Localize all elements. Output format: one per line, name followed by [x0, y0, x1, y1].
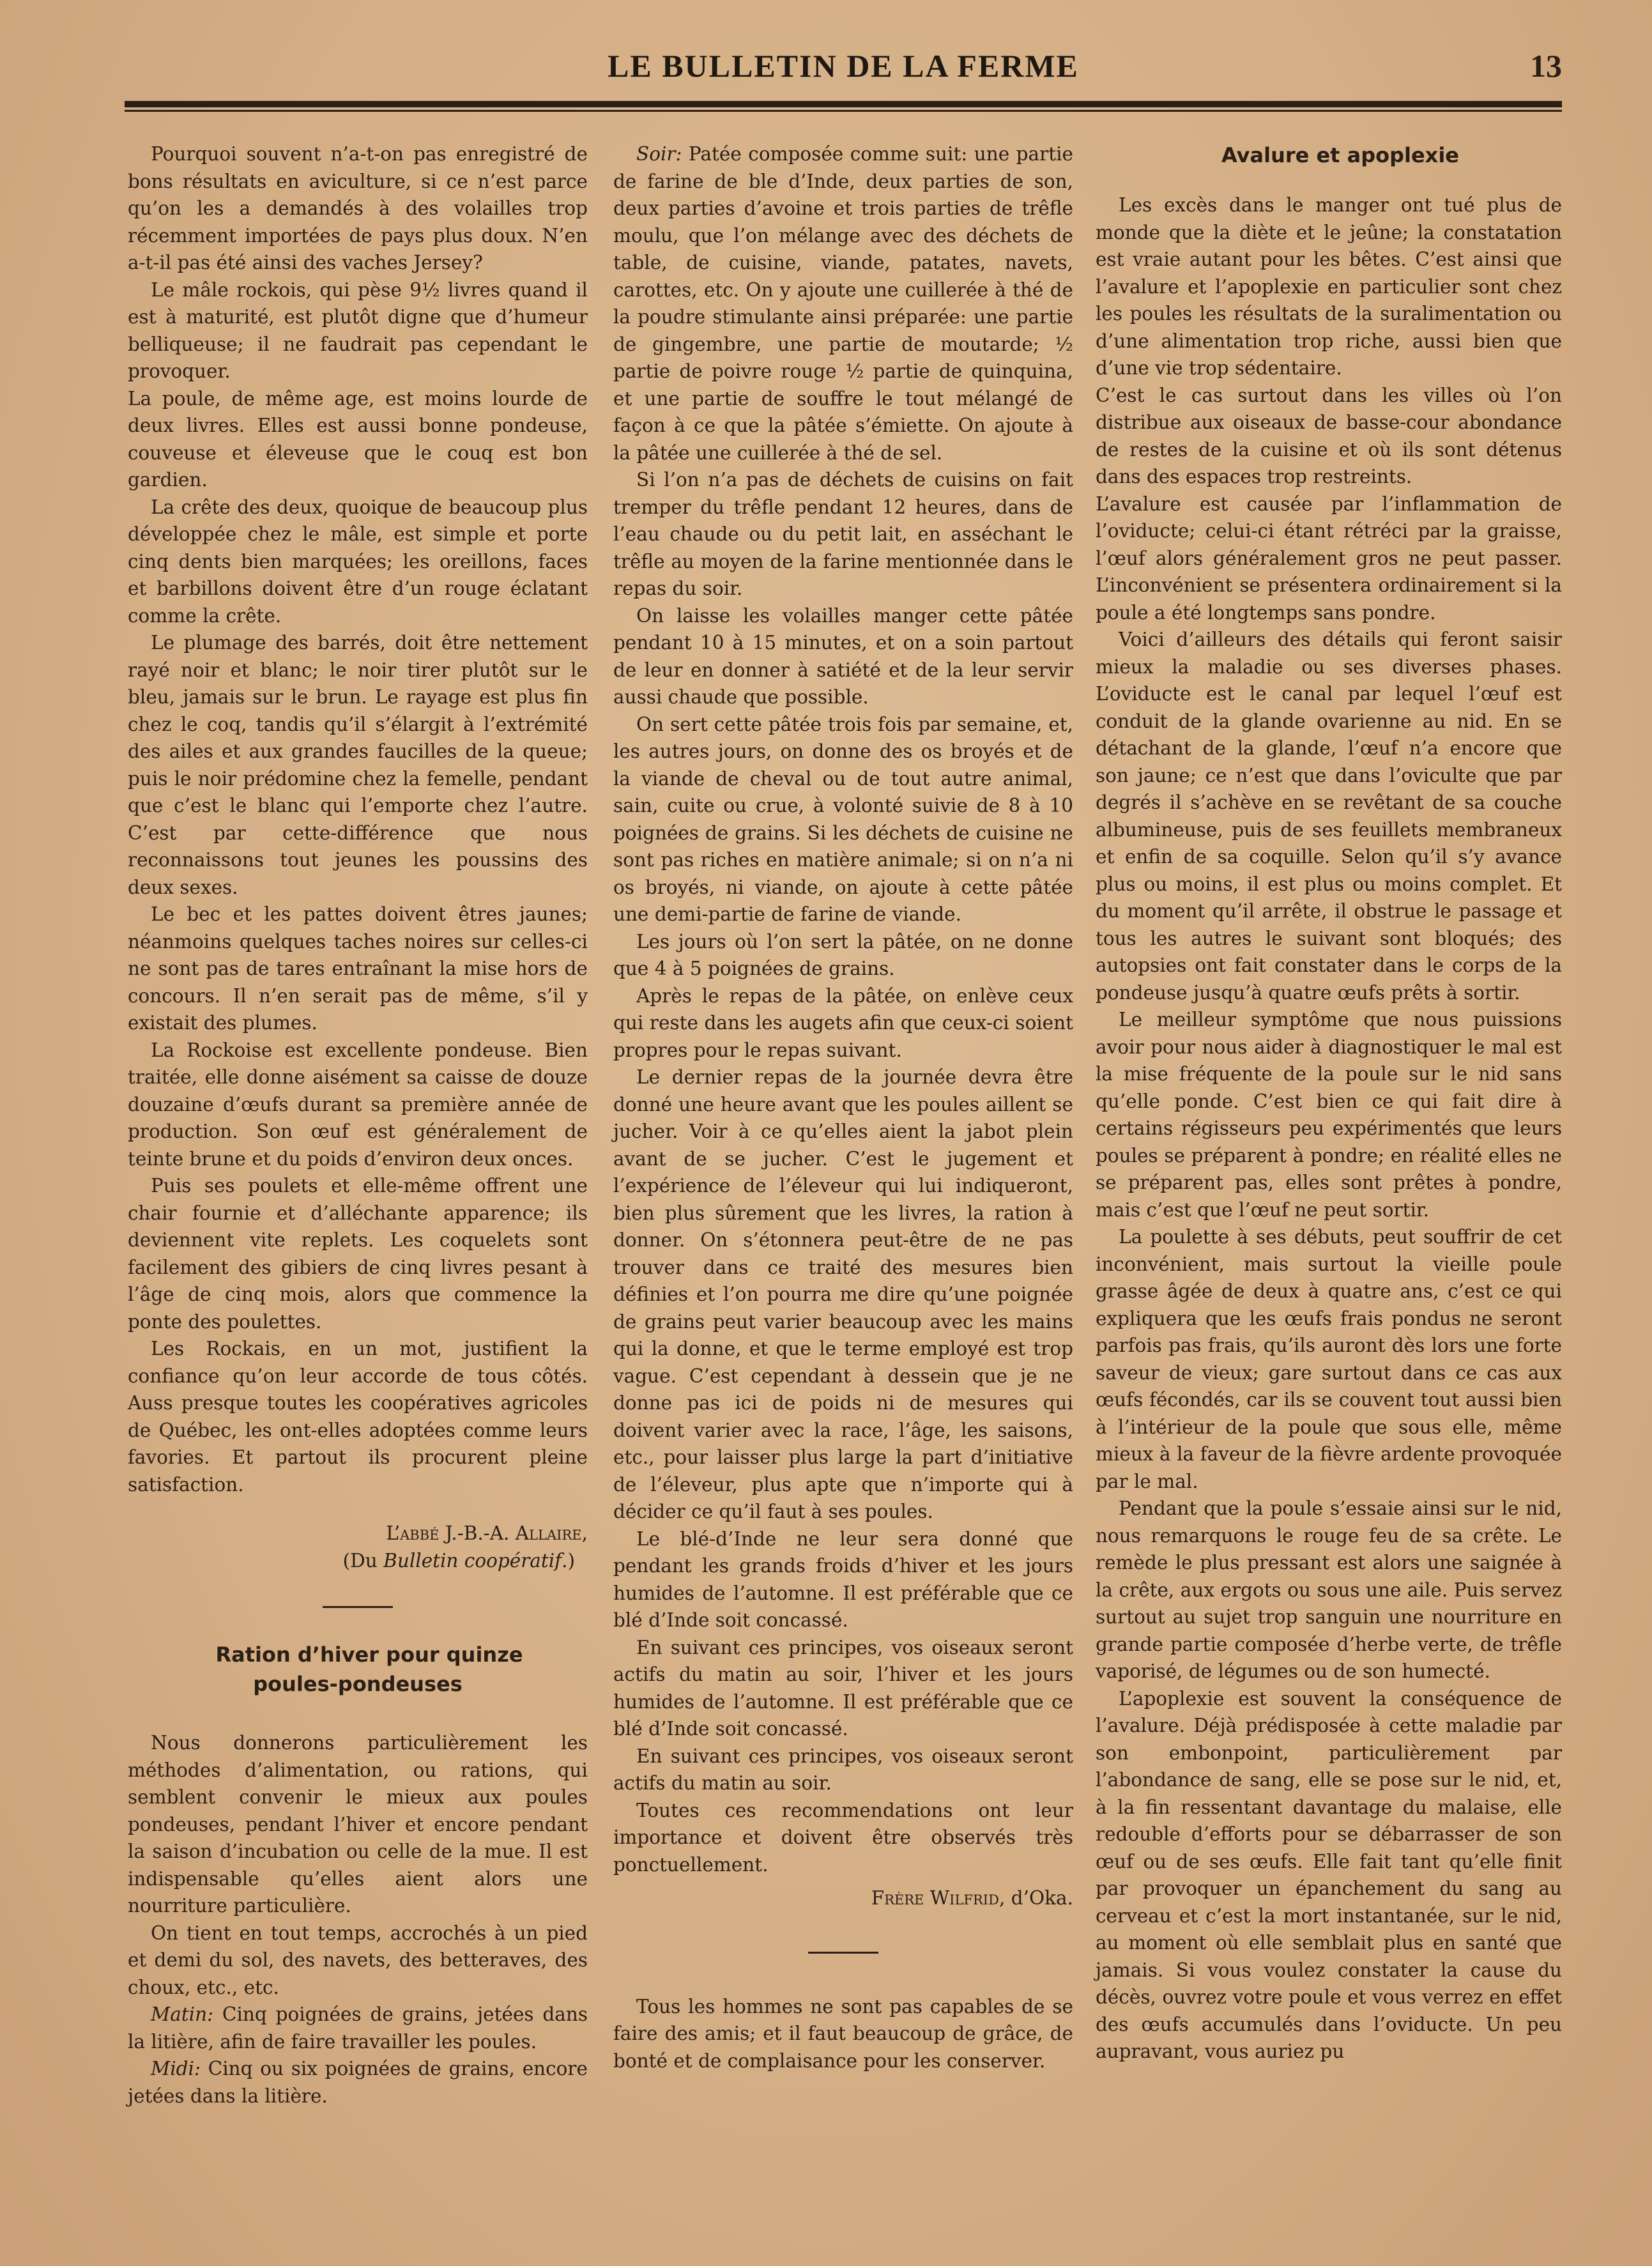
paragraph: L’apoplexie est souvent la conséquence de l’avalure. Déjà prédisposée à cette maladie par son embonpoint, particulièrement par l’abondance de sang, elle se pose sur le nid, et, à la fin ressentant davantage du malaise, elle redouble d’efforts pour se débarrasser de son œuf ou de ses œufs. Elle fait tant qu’elle finit par provoquer un épanchement du sang au cerveau et c’est la mort instantanée, sur le nid, au moment où elle semblait plus en santé que jamais. Si vous voulez constater la cause du décès, ouvrez votre poule et vous verrez en effet des œufs accumulés dans l’oviducte. Un peu aupravant, vous auriez pu: [1096, 1687, 1562, 2062]
signature-author: [613, 1885, 1073, 1912]
paragraph: En suivant ces principes, vos oiseaux seront actifs du matin au soir, l’hiver et les jours humides de l’automne. Il est préférable que ce blé d’Inde soit concassé.: [613, 1636, 1073, 1740]
midi-label: Midi:: [151, 2058, 201, 2079]
paragraph: Pendant que la poule s’essaie ainsi sur le nid, nous remarquons le rouge feu de sa crête. Le remède le plus pressant est alors une saignée à la crête, aux ergots ou sous une aile. Puis servez surtout au sujet trop sanguin une nourriture en grande partie composée d’herbe verte, de trêfle vaporisé, de légumes ou de son humecté.: [1096, 1497, 1562, 1682]
signature-source: [128, 1547, 588, 1575]
paragraph: On laisse les volailles manger cette pâtée pendant 10 à 15 minutes, et on a soin partout de leur en donner à satiété et de la leur servir aussi chaude que possible.: [613, 604, 1073, 708]
paragraph: On sert cette pâtée trois fois par semaine, et, les autres jours, on donne des os broyés et de la viande de cheval ou de tout autre animal, sain, cuite ou crue, à volonté suivie de 8 à 10 poignées de grains. Si les déchets de cuisine ne sont pas riches en matière animale; si on n’a ni os broyés, ni viande, on ajoute à cette pâtée une demi-partie de farine de viande.: [613, 713, 1073, 925]
paragraph: Pourquoi souvent n’a-t-on pas enregistré de bons résultats en aviculture, si ce n’est parce qu’on les a demandés à des volailles trop récemment importées de pays plus doux. N’en a-t-il pas été ainsi des vaches Jersey?: [128, 143, 588, 273]
paragraph: Les excès dans le manger ont tué plus de monde que la diète et le jeûne; la constatation est vraie autant pour les bêtes. C’est ainsi que l’avalure et l’apoplexie en particulier sont chez les poules les résultats de la suralimentation ou d’une alimentation trop riche, aussi bien que d’une vie trop sédentaire.: [1096, 194, 1562, 379]
paragraph: Puis ses poulets et elle-même offrent une chair fournie et d’alléchante apparence; ils deviennent vite replets. Les coquelets sont facilement des gibiers de cinq livres pesant à l’âge de cinq mois, alors que commence la ponte des poulettes.: [128, 1175, 588, 1333]
paragraph: La crête des deux, quoique de beaucoup plus développée chez le mâle, est simple et porte cinq dents bien marquées; les oreillons, faces et barbillons doivent être d’un rouge éclatant comme la crête.: [128, 496, 588, 627]
paragraph: La poule, de même age, est moins lourde de deux livres. Elles est aussi bonne pondeuse, couveuse et éleveuse que le couq est bon gardien.: [128, 387, 588, 491]
column-1: [128, 141, 588, 2109]
paragraph: Le blé-d’Inde ne leur sera donné que pendant les grands froids d’hiver et les jours humides de l’automne. Il est préférable que ce blé d’Inde soit concassé.: [613, 1527, 1073, 1631]
paragraph: C’est le cas surtout dans les villes où l’on distribue aux oiseaux de basse-cour abondance de restes de la cuisine et où ils sont détenus dans des espaces trop restreints.: [1096, 384, 1562, 487]
header-rule-thin: [125, 110, 1562, 112]
column-3: [1096, 141, 1562, 2065]
paragraph: On tient en tout temps, accrochés à un pied et demi du sol, des navets, des betteraves, des choux, etc., etc.: [128, 1922, 588, 1998]
signature-source-title: Bulletin coopératif: [383, 1549, 562, 1572]
page-header: [125, 45, 1562, 89]
header-rule-thick: [125, 101, 1562, 107]
paragraph: Le plumage des barrés, doit être nettement rayé noir et blanc; le noir tirer plutôt sur le bleu, jamais sur le brun. Le rayage est plus fin chez le coq, tandis qu’il s’élargit à l’extrémité des ailes et aux grandes faucilles de la queue; puis le noir prédomine chez la femelle, pendant que c’est le blanc qui l’emporte chez l’autre. C’est par cette-différence que nous reconnaissons tout jeunes les poussins des deux sexes.: [128, 632, 588, 898]
maxim: Tous les hommes ne sont pas capables de se faire des amis; et il faut beaucoup de grâce, de bonté et de complaisance pour les conserver.: [613, 1995, 1073, 2072]
paragraph: En suivant ces principes, vos oiseaux seront actifs du matin au soir.: [613, 1745, 1073, 1794]
soir-label: Soir:: [636, 143, 682, 165]
midi-text: Cinq ou six poignées de grains, encore jetées dans la litière.: [128, 2058, 588, 2107]
paragraph: Si l’on n’a pas de déchets de cuisins on fait tremper du trêfle pendant 12 heures, dans de l’eau chaude ou du petit lait, en asséchant le trêfle au moyen de la farine mentionnée dans le repas du soir.: [613, 469, 1073, 599]
signature-name: Frère Wilfrid: [871, 1887, 999, 1909]
newspaper-title: LE BULLETIN DE LA FERME: [608, 48, 1079, 84]
signature-author: [128, 1520, 588, 1547]
paragraph: Nous donnerons particulièrement les méthodes d’alimentation, ou rations, qui semblent convenir le mieux aux poules pondeuses, pendant l’hiver et encore pendant la saison d’incubation ou celle de la mue. Il est indispensable qu’elles aient alors une nourriture particulière.: [128, 1732, 588, 1917]
paragraph-midi: [128, 2055, 588, 2109]
signature-place: , d’Oka.: [998, 1887, 1073, 1909]
page-number: 13: [1530, 48, 1562, 84]
paragraph: La Rockoise est excellente pondeuse. Bien traitée, elle donne aisément sa caisse de douze douzaine d’œufs durant sa première année de production. Son œuf est généralement de teinte brune et du poids d’environ deux onces.: [128, 1039, 588, 1170]
article-heading: Ration d’hiver pour quinze poules-pondeuses: [215, 1642, 523, 1696]
paragraph: L’avalure est causée par l’inflammation de l’oviducte; celui-ci étant rétréci par la graisse, l’œuf alors généralement gros ne peut passer. L’inconvénient se présentera ordinairement si la poule a été longtemps sans pondre.: [1096, 493, 1562, 624]
paragraph: Les Rockais, en un mot, justifient la confiance qu’on leur accorde de tous côtés. Auss presque toutes les coopératives agricoles de Québec, les ont-elles adoptées comme leurs favories. Et partout ils procurent pleine satisfaction.: [128, 1338, 588, 1496]
paragraph: Le bec et les pattes doivent êtres jaunes; néanmoins quelques taches noires sur celles-ci ne sont pas de tares entraînant la mise hors de concours. Il n’en serait pas de même, s’il y existait des plumes.: [128, 903, 588, 1034]
paragraph: Le mâle rockois, qui pèse 9½ livres quand il est à maturité, est plutôt digne que d’humeur belliqueuse; il ne faudrait pas cependant le provoquer.: [128, 279, 588, 382]
paragraph: Le dernier repas de la journée devra être donné une heure avant que les poules aillent se jucher. Voir à ce qu’elles aient la jabot plein avant de se jucher. C’est le jugement et l’expérience de l’éleveur qui lui indiqueront, bien plus sûrement que les livres, la ration à donner. On s’étonnera peut-être de ne pas trouver dans ce traité des mesures bien définies et l’on pourra me dire qu’une poignée de grains peut varier beaucoup avec les mains qui la donne, et que le terme employé est trop vague. C’est cependant à dessein que je ne donne pas ici de poids ni de mesures qui doivent varier avec la race, l’âge, les saisons, etc., pour laisser plus large la part d’initiative de l’éleveur, plus apte que n’importe qui à décider ce qu’il faut à ses poules.: [613, 1066, 1073, 1522]
article-heading: Avalure et apoplexie: [1221, 143, 1459, 167]
matin-label: Matin:: [151, 2003, 214, 2025]
paragraph: Le meilleur symptôme que nous puissions avoir pour nous aider à diagnostiquer le mal est la mise fréquente de la poule sur le nid sans qu’elle ponde. C’est bien ce qui fait dire à certains régisseurs peu expérimentés que leurs poules se préparent à pondre; en réalité elles ne se préparent pas, elles sont prêtes à pondre, mais c’est que l’œuf ne peut sortir.: [1096, 1009, 1562, 1221]
soir-text: Patée composée comme suit: une partie de farine de ble d’Inde, deux parties de son, deux parties d’avoine et trois parties de trêfle moulu, que l’on mélange avec des déchets de table, de cuisine, viande, patates, navets, carottes, etc. On y ajoute une cuillerée à thé de la poudre stimulante ainsi préparée: une partie de gingembre, une partie de moutarde; ½ partie de poivre rouge ½ partie de quinquina, et une partie de souffre le tout mélangé de façon à ce que la pâtée s’émiette. On ajoute à la pâtée une cuillerée à thé de sel.: [613, 143, 1073, 464]
paragraph: Après le repas de la pâtée, on enlève ceux qui reste dans les augets afin que ceux-ci soient propres pour le repas suivant.: [613, 984, 1073, 1061]
signature-source-pre: (Du: [342, 1549, 384, 1572]
paragraph: Les jours où l’on sert la pâtée, on ne donne que 4 à 5 poignées de grains.: [613, 930, 1073, 979]
matin-text: Cinq poignées de grains, jetées dans la litière, afin de faire travailler les poules.: [128, 2003, 588, 2053]
paragraph-soir: [613, 141, 1073, 466]
signature-source-post: .): [562, 1549, 575, 1572]
paragraph: La poulette à ses débuts, peut souffrir de cet inconvénient, mais surtout la vieille poule grasse âgée de deux à quatre ans, c’est ce qui expliquera que les œufs frais pondus ne seront parfois pas frais, qu’ils auront dès lors une forte saveur de vieux; gare surtout dans ce cas aux œufs fécondés, car ils se couvent tout aussi bien à l’intérieur de la poule que sous elle, même mieux à la faveur de la fièvre ardente provoquée par le mal.: [1096, 1226, 1562, 1492]
column-2: [613, 141, 1073, 2074]
paragraph: Voici d’ailleurs des détails qui feront saisir mieux la maladie ou ses diverses phases. L’oviducte est le canal par lequel l’œuf est conduit de la glande ovarienne au nid. En se détachant de la glande, l’œuf n’a encore que son jaune; ce n’est que dans l’oviculte que par degrés il s’achève en se revêtant de sa couche albumineuse, puis de ses feuillets membraneux et enfin de sa coquille. Selon qu’il s’y avance plus ou moins, il est plus ou moins complet. Et du moment qu’il arrête, il obstrue le passage et tous les autres le suivant sont bloqués; des autopsies ont fait constater dans le corps de la pondeuse jusqu’à quatre œufs prêts à sortir.: [1096, 629, 1562, 1004]
paragraph-matin: [128, 2001, 588, 2055]
paragraph: Toutes ces recommendations ont leur importance et doivent être observés très ponctuellement.: [613, 1799, 1073, 1876]
signature-name: L’abbé J.-B.-A. Allaire,: [386, 1522, 588, 1544]
